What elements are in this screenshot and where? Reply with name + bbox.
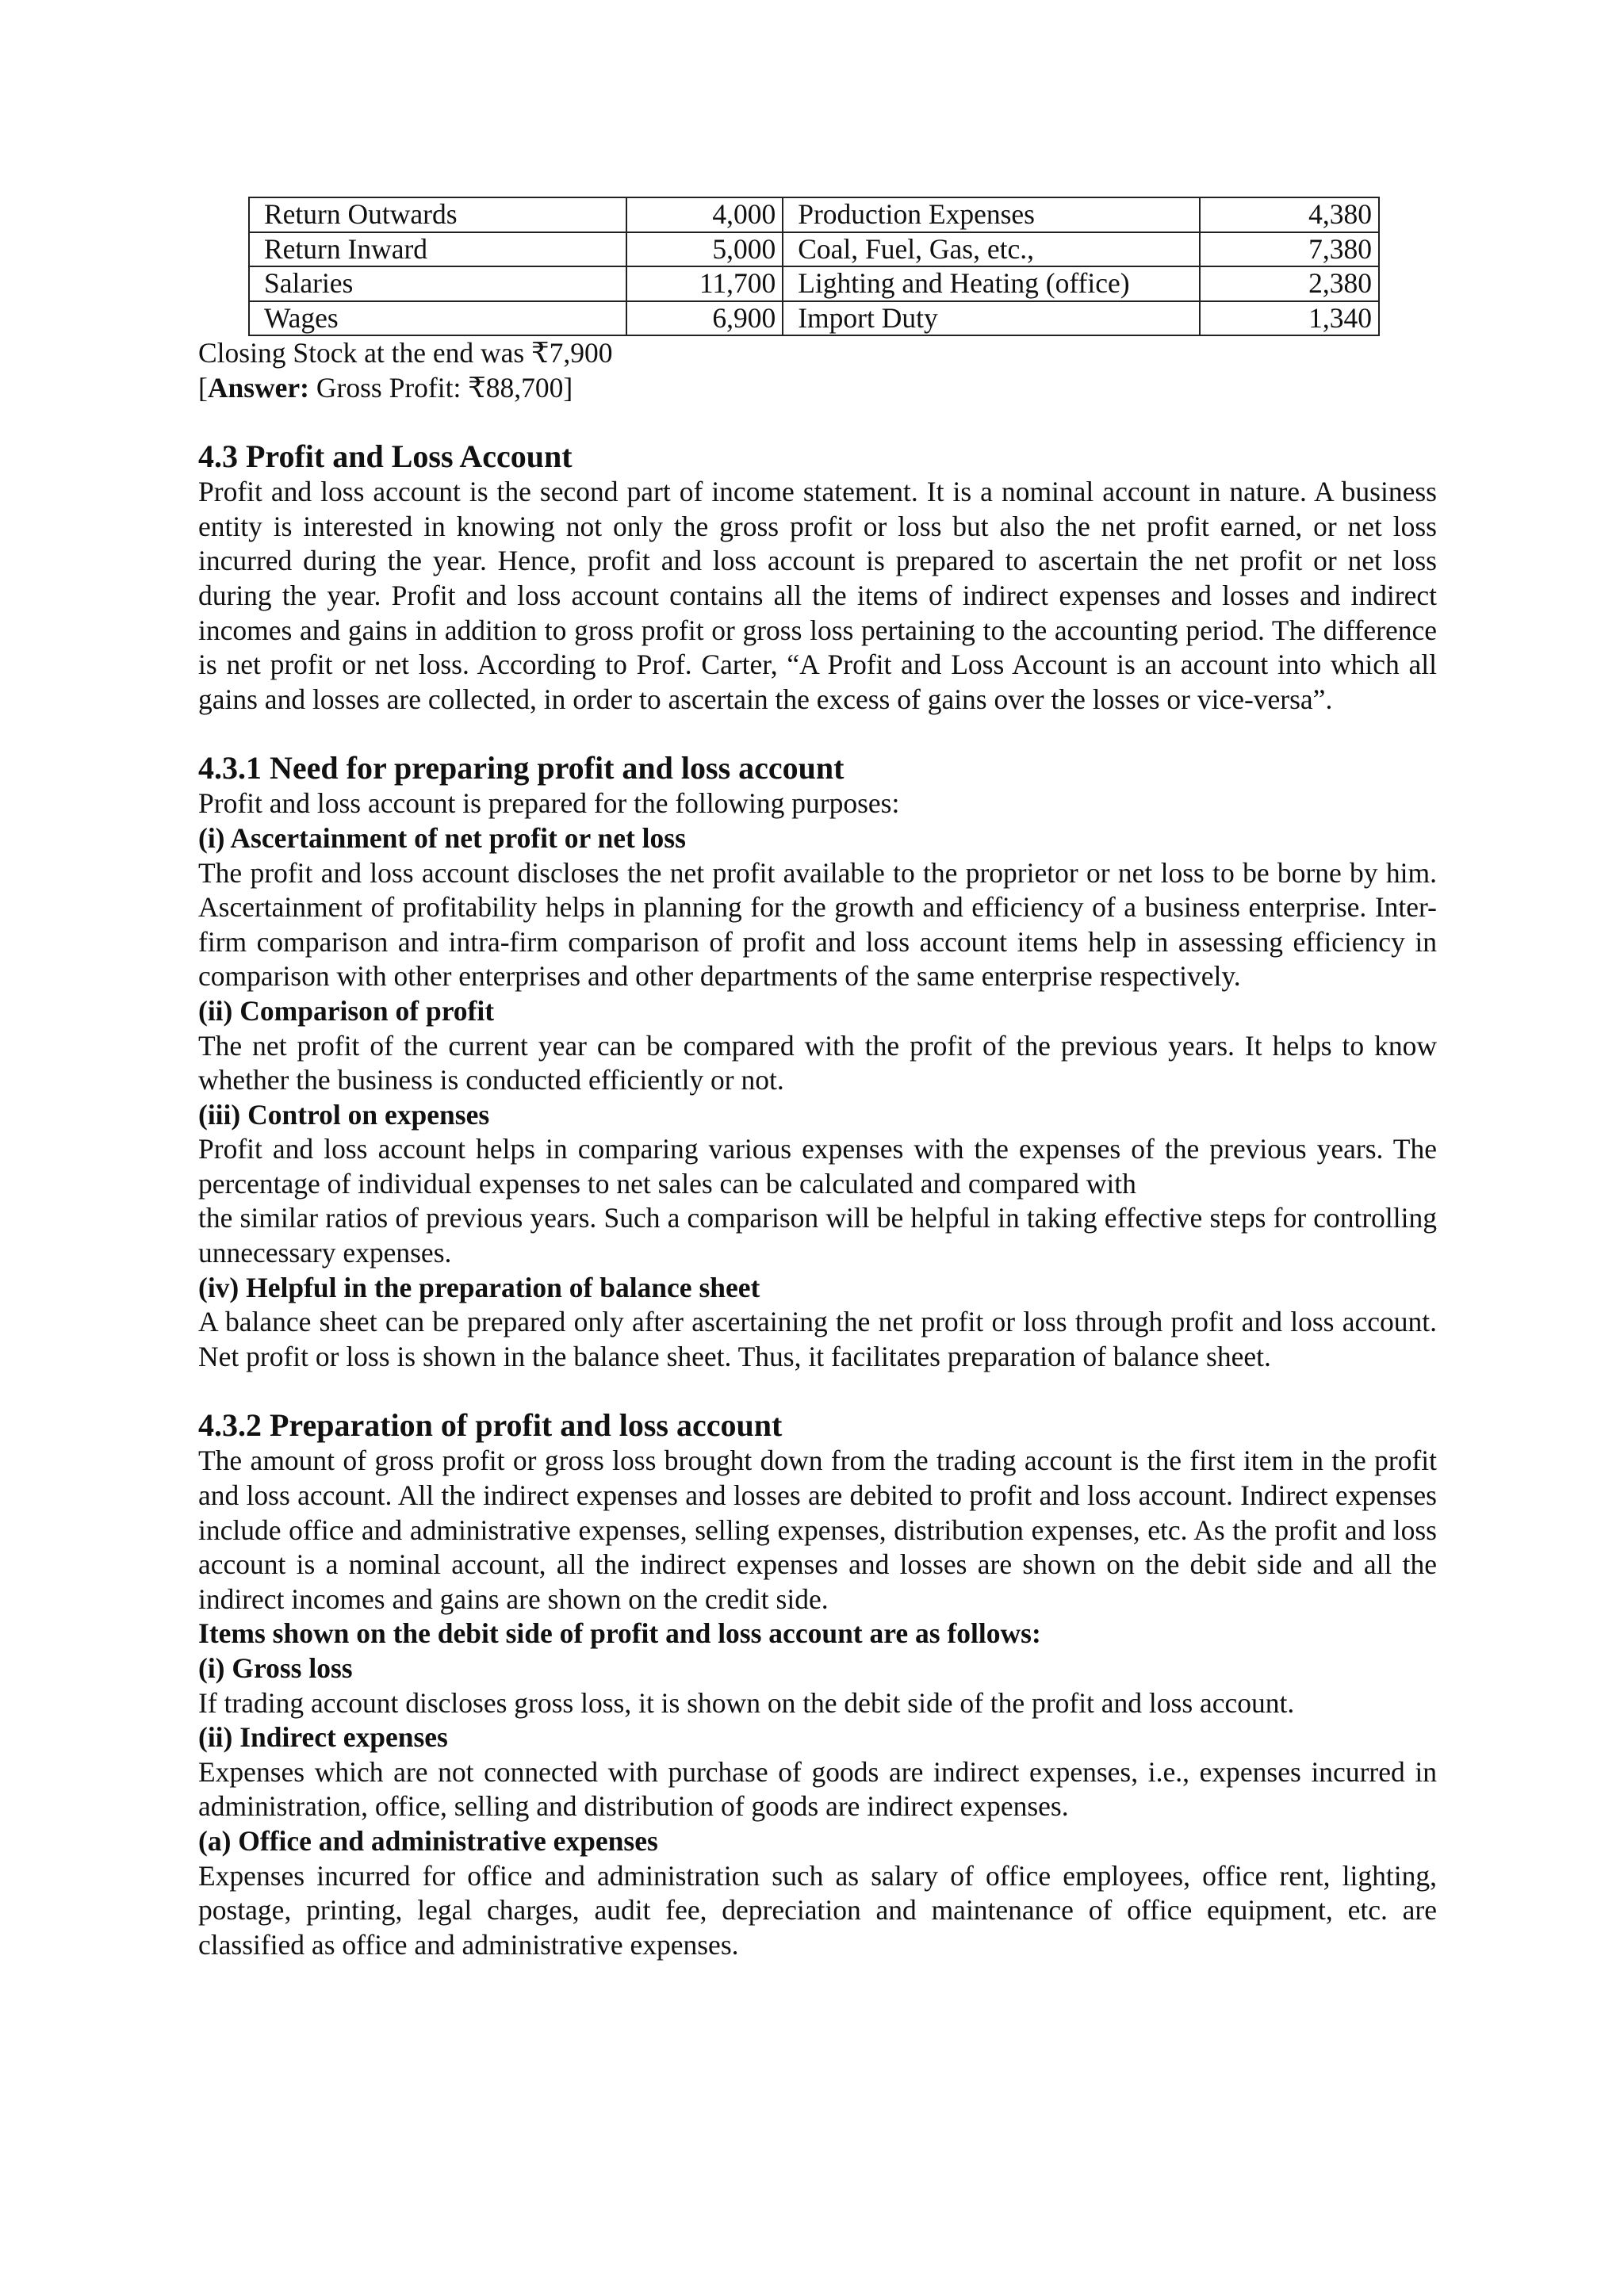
ledger-table	[248, 197, 1380, 336]
paragraph: The net profit of the current year can be compared with the profit of the previous years. It helps to know whether the business is conducted efficiently or not.	[198, 1029, 1437, 1096]
table-cell: 2,380	[1200, 266, 1379, 301]
subheading: (i) Gross loss	[198, 1652, 353, 1684]
table-cell: 11,700	[626, 266, 783, 301]
table-cell: Coal, Fuel, Gas, etc.,	[783, 232, 1200, 267]
table-cell: Lighting and Heating (office)	[783, 266, 1200, 301]
answer-open-bracket: [	[198, 371, 208, 404]
table-row	[249, 232, 1379, 267]
paragraph: If trading account discloses gross loss, it is shown on the debit side of the profit and loss account.	[198, 1686, 1295, 1719]
table-cell: 6,900	[626, 301, 783, 336]
section-heading-4-3-2: 4.3.2 Preparation of profit and loss account	[198, 1407, 783, 1444]
table-row	[249, 301, 1379, 336]
subheading: (a) Office and administrative expenses	[198, 1824, 658, 1857]
debit-side-heading: Items shown on the debit side of profit and loss account are as follows:	[198, 1617, 1041, 1650]
spacer	[198, 717, 1437, 750]
answer-label: Answer:	[207, 371, 309, 404]
section-4-3-1-intro: Profit and loss account is prepared for the following purposes:	[198, 787, 900, 820]
table-cell: 5,000	[626, 232, 783, 267]
paragraph: the similar ratios of previous years. Such a comparison will be helpful in taking effective steps for controlling unnecessary expenses.	[198, 1202, 1437, 1269]
section-heading-4-3: 4.3 Profit and Loss Account	[198, 438, 573, 475]
closing-stock-text: Closing Stock at the end was ₹7,900	[198, 337, 613, 369]
document-page	[198, 197, 1437, 1962]
spacer	[198, 405, 1437, 438]
paragraph: A balance sheet can be prepared only after ascertaining the net profit or loss through profit and loss account. Net profit or loss is shown in the balance sheet. Thus, it facilitates preparation of balance sheet.	[198, 1306, 1437, 1372]
paragraph: Expenses incurred for office and administration such as salary of office employees, office rent, lighting, postage, printing, legal charges, audit fee, depreciation and maintenance of office equipment, etc. are classified as office and administrative expenses.	[198, 1859, 1437, 1961]
table-cell: 7,380	[1200, 232, 1379, 267]
section-heading-4-3-1: 4.3.1 Need for preparing profit and loss account	[198, 750, 845, 786]
table-row	[249, 266, 1379, 301]
table-cell: Return Inward	[249, 232, 626, 267]
table-cell: Production Expenses	[783, 197, 1200, 232]
subheading: (i) Ascertainment of net profit or net loss	[198, 821, 686, 854]
paragraph: The profit and loss account discloses the net profit available to the proprietor or net loss to be borne by him. Ascertainment of profitability helps in planning for the growth and efficiency of a business enterprise. Inter-firm comparison and intra-firm comparison of profit and loss account items help in assessing efficiency in comparison with other enterprises and other departments of the same enterprise respectively.	[198, 856, 1437, 993]
section-4-3-body: Profit and loss account is the second part of income statement. It is a nominal account in nature. A business entity is interested in knowing not only the gross profit or loss but also the net profit earned, or net loss incurred during the year. Hence, profit and loss account is prepared to ascertain the net profit or net loss during the year. Profit and loss account contains all the items of indirect expenses and losses and indirect incomes and gains in addition to gross profit or gross loss pertaining to the accounting period. The difference is net profit or net loss. According to Prof. Carter, “A Profit and Loss Account is an account into which all gains and losses are collected, in order to ascertain the excess of gains over the losses or vice-versa”.	[198, 476, 1437, 715]
subheading: (ii) Indirect expenses	[198, 1721, 448, 1754]
subheading: (iii) Control on expenses	[198, 1098, 490, 1131]
table-cell: Return Outwards	[249, 197, 626, 232]
subheading: (ii) Comparison of profit	[198, 994, 495, 1027]
table-cell: 4,380	[1200, 197, 1379, 232]
paragraph: Profit and loss account helps in comparing various expenses with the expenses of the previous years. The percentage of individual expenses to net sales can be calculated and compared with	[198, 1133, 1437, 1200]
answer-line	[198, 371, 1437, 406]
paragraph: Expenses which are not connected with purchase of goods are indirect expenses, i.e., expenses incurred in administration, office, selling and distribution of goods are indirect expenses.	[198, 1755, 1437, 1823]
table-cell: 1,340	[1200, 301, 1379, 336]
subheading: (iv) Helpful in the preparation of balance sheet	[198, 1271, 760, 1303]
table-cell: Import Duty	[783, 301, 1200, 336]
table-cell: Wages	[249, 301, 626, 336]
table-cell: Salaries	[249, 266, 626, 301]
spacer	[198, 1374, 1437, 1407]
section-4-3-2-body: The amount of gross profit or gross loss brought down from the trading account is the first item in the profit and loss account. All the indirect expenses and losses are debited to profit and loss account. Indirect expenses include office and administrative expenses, selling expenses, distribution expenses, etc. As the profit and loss account is a nominal account, all the indirect expenses and losses are shown on the debit side and all the indirect incomes and gains are shown on the credit side.	[198, 1445, 1437, 1615]
table-row	[249, 197, 1379, 232]
answer-text: Gross Profit: ₹88,700]	[309, 371, 573, 404]
table-cell: 4,000	[626, 197, 783, 232]
